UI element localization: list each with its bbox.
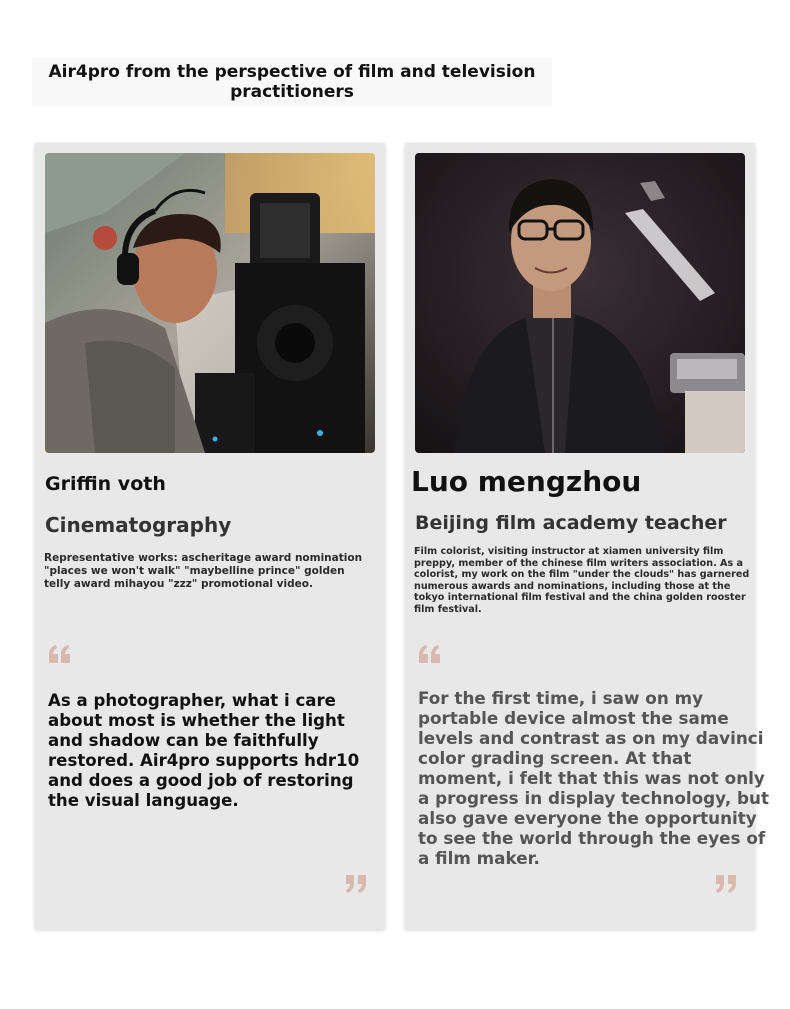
person-role: Beijing film academy teacher [415, 512, 727, 534]
colorist-photo [415, 153, 745, 453]
person-name: Griffin voth [45, 473, 166, 495]
person-role: Cinematography [45, 513, 232, 537]
close-quote-icon [713, 871, 739, 897]
testimonial-card-luo [405, 143, 770, 929]
person-name: Luo mengzhou [411, 465, 642, 498]
close-quote-icon [343, 871, 369, 897]
testimonial-card-griffin [35, 143, 385, 929]
person-description: Representative works: ascheritage award nomination "places we won't walk" "maybelline prince" golden telly award mihayou "zzz" promotional video. [44, 552, 363, 590]
testimonial-quote: As a photographer, what i care about most is whether the light and shadow can be faithfully restored. Air4pro supports hdr10 and does a good job of restoring the visual language. [48, 691, 360, 810]
open-quote-icon [47, 641, 73, 667]
page-title: Air4pro from the perspective of film and television practitioners [32, 58, 552, 106]
open-quote-icon [417, 641, 443, 667]
person-description: Film colorist, visiting instructor at xiamen university film preppy, member of the chinese film writers association. As a colorist, my work on the film "under the clouds" has garnered numerous awards and nominations, including those at the tokyo international film festival and the china golden rooster film festival. [414, 546, 750, 615]
testimonial-quote: For the first time, i saw on my portable device almost the same levels and contrast as on my davinci color grading screen. At that moment, i felt that this was not only a progress in display technology, but also gave everyone the opportunity to see the world through the eyes of a film maker. [418, 688, 770, 868]
cinematographer-photo [45, 153, 375, 453]
